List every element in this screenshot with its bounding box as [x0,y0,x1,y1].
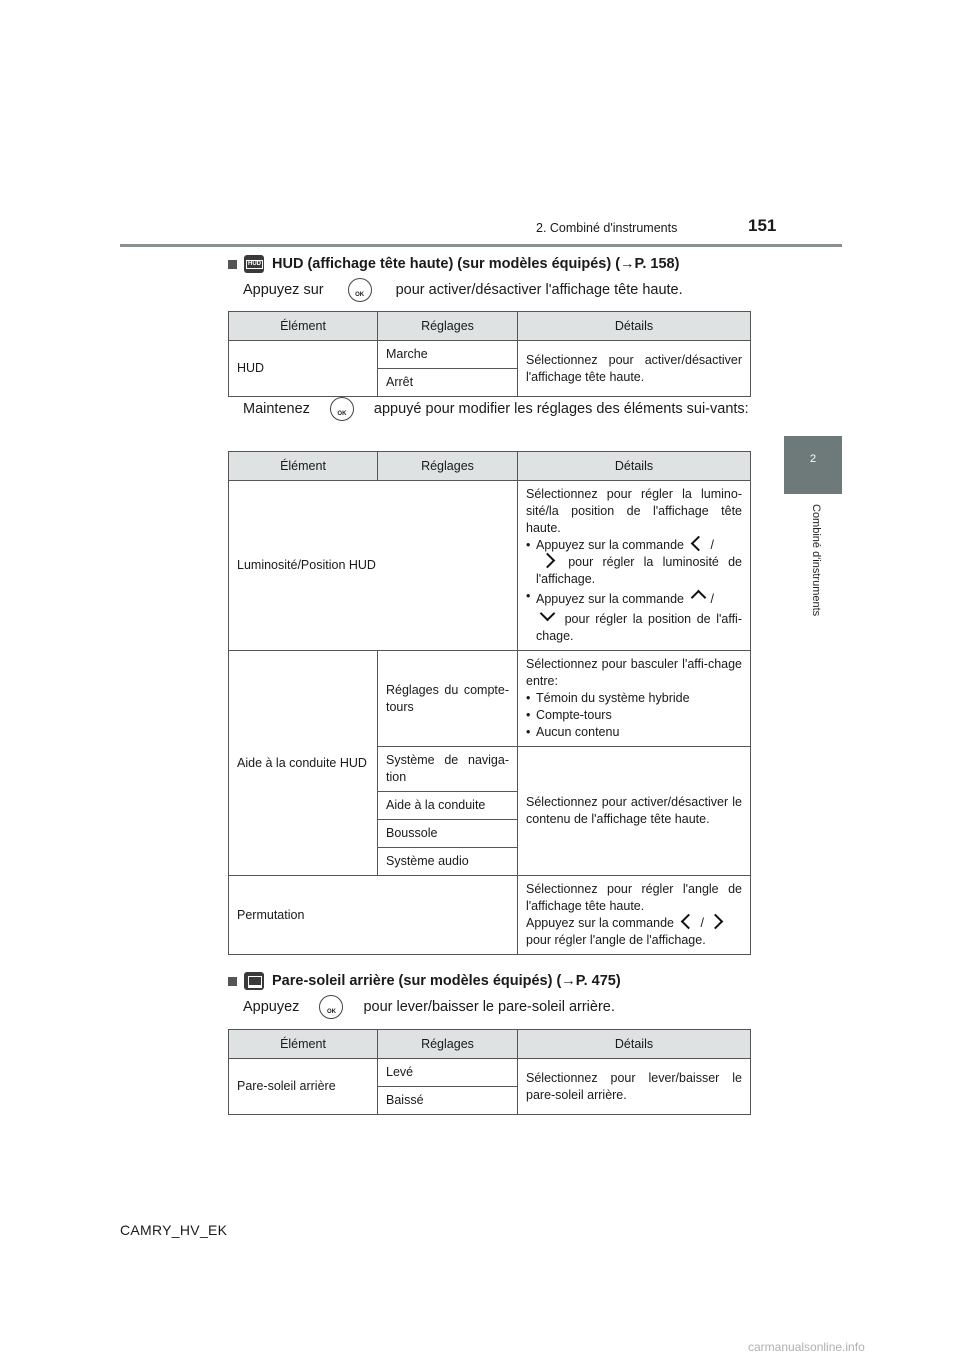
cell-details [518,481,751,651]
hud-section-heading [228,255,679,273]
col-header-settings: Réglages [378,452,518,481]
cell-details: Sélectionnez pour lever/baisser le pare-soleil arrière. [518,1059,751,1115]
col-header-settings: Réglages [378,312,518,341]
text: Sélectionnez pour régler la lumino-sité/la position de l'affichage tête haute. [526,487,742,535]
cell-setting: Boussole [378,820,518,848]
square-bullet-icon [228,977,237,986]
cell-details: Sélectionnez pour activer/désactiver l'affichage tête haute. [518,341,751,397]
cell-element: Aide à la conduite HUD [229,651,378,876]
cell-setting: Aide à la conduite [378,792,518,820]
chapter-tab-number: 2 [809,453,817,465]
hud-press-instruction [243,278,753,302]
hud-icon [244,255,264,273]
text: Appuyez sur la commande [536,538,684,552]
ok-button-icon [319,995,343,1019]
chapter-tab-label: Combiné d'instruments [810,504,822,617]
text: pour régler l'angle de l'affichage. [526,933,706,947]
cell-setting: Arrêt [378,369,518,397]
list-item: • Aucun contenu [526,724,742,741]
chapter-title: 2. Combiné d'instruments [536,221,678,235]
page-number: 151 [748,216,777,235]
ok-button-icon [348,278,372,302]
chevron-right-icon [540,553,556,569]
ok-button-icon [330,397,354,421]
shade-table [228,1029,751,1115]
hud-hold-instruction [243,397,751,421]
cell-element: Luminosité/Position HUD [229,481,518,651]
col-header-element: Élément [229,312,378,341]
cell-setting: Système de naviga-tion [378,747,518,792]
cell-element: HUD [229,341,378,397]
text: Appuyez sur [243,281,324,298]
hud-heading-text: HUD (affichage tête haute) (sur modèles équipés) (→P. 158) [272,256,680,272]
sunshade-icon [244,972,264,990]
col-header-element: Élément [229,1030,378,1059]
hud-settings-table [228,451,751,955]
col-header-details: Détails [518,1030,751,1059]
shade-press-instruction [243,995,753,1019]
col-header-details: Détails [518,452,751,481]
hud-table [228,311,751,397]
text: Sélectionnez pour basculer l'affi-chage entre: [526,657,742,688]
cell-details [518,876,751,955]
shade-section-heading [228,972,621,990]
chevron-up-icon [691,590,707,606]
cell-details: Sélectionnez pour activer/désactiver le contenu de l'affichage tête haute. [518,747,751,876]
cell-setting: Marche [378,341,518,369]
model-code: CAMRY_HV_EK [120,1222,228,1238]
text: Appuyez [243,998,300,1015]
chevron-left-icon [691,536,707,552]
cell-element: Permutation [229,876,518,955]
cell-setting: Levé [378,1059,518,1087]
chapter-tab [784,436,842,494]
cell-details [518,651,751,747]
text: Appuyez sur la commande [526,916,674,930]
shade-heading-text: Pare-soleil arrière (sur modèles équipés) (→P. 475) [272,973,621,989]
chevron-right-icon [708,914,724,930]
col-header-settings: Réglages [378,1030,518,1059]
text: Maintenez [243,400,310,417]
text: pour régler la luminosité de l'affichage. [536,555,742,586]
list-item: • Témoin du système hybride [526,690,742,707]
text-line: Appuyez sur la commande / [526,915,742,932]
list-item: • Appuyez sur la commande / pour régler la position de l'affi-chage. [526,588,742,645]
chevron-down-icon [540,606,556,622]
text: pour régler la position de l'affi-chage. [536,612,742,643]
col-header-details: Détails [518,312,751,341]
text: appuyé pour modifier les réglages des éléments sui-vants: [373,400,749,417]
text: Appuyez sur la commande [536,592,684,606]
text: Sélectionnez pour régler l'angle de l'affichage tête haute. [526,882,742,913]
col-header-element: Élément [229,452,378,481]
cell-setting: Réglages du compte-tours [378,651,518,747]
watermark: carmanualsonline.info [748,1340,865,1354]
square-bullet-icon [228,260,237,269]
list-item: • Appuyez sur la commande / pour régler la luminosité de l'affichage. [526,537,742,588]
chevron-left-icon [681,914,697,930]
cell-setting: Système audio [378,848,518,876]
text: pour lever/baisser le pare-soleil arrière. [363,998,615,1015]
header-rule [120,244,842,247]
cell-element: Pare-soleil arrière [229,1059,378,1115]
cell-setting: Baissé [378,1087,518,1115]
text: pour activer/désactiver l'affichage tête haute. [395,281,683,298]
list-item: • Compte-tours [526,707,742,724]
